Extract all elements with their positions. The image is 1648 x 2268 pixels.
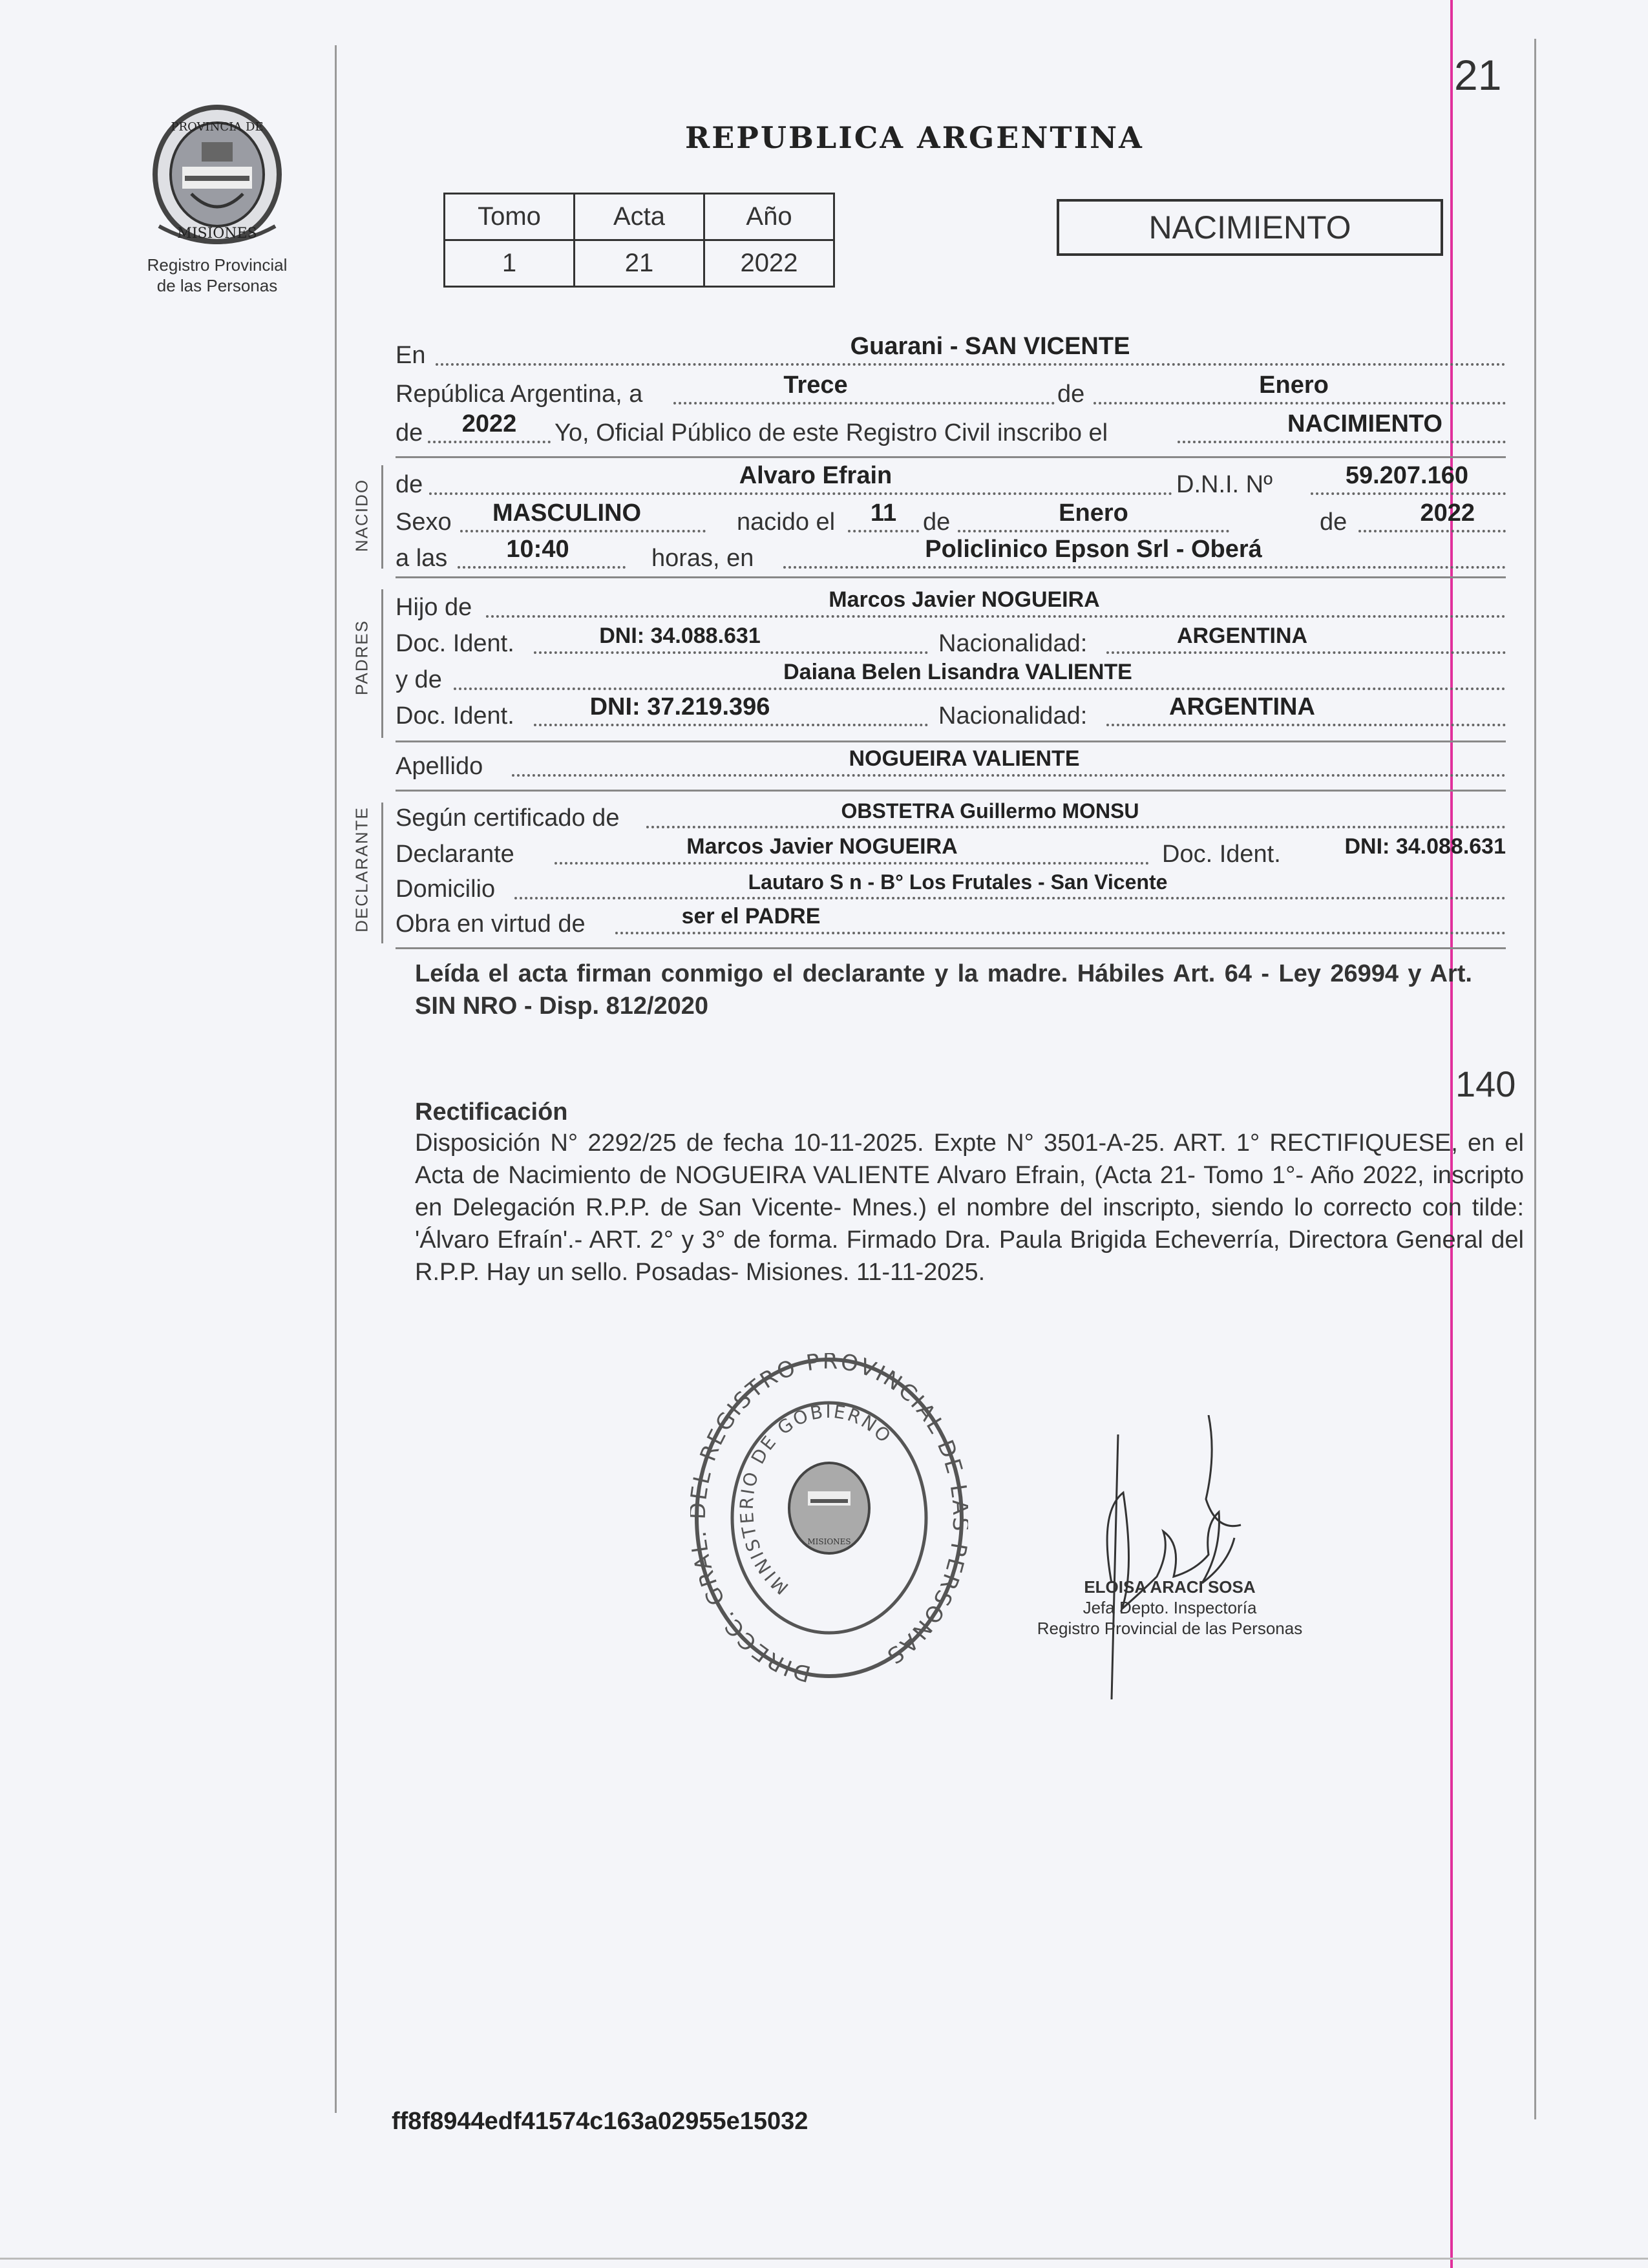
section-bracket-nacido: [381, 465, 383, 569]
dotted-line: [848, 530, 919, 532]
row-virtud: [396, 906, 1506, 938]
value-padre-nac: ARGENTINA: [1176, 624, 1308, 648]
label-obra-en-virtud: Obra en virtud de: [396, 910, 586, 938]
value-dia-letras: Trece: [783, 372, 848, 399]
rectificacion-body: Disposición N° 2292/25 de fecha 10-11-2025. Expte N° 3501-A-25. ART. 1° RECTIFIQUESE, en el Acta de Nacimiento de NOGUEIRA VALIENTE Alvaro Efrain, (Acta 21- Tomo 1°- Año 2022, inscripto en Delegación R.P.P. de San Vicente- Mnes.) el nombre del inscripto, siendo lo correcto con tilde: 'Álvaro Efraín'.- ART. 2° y 3° de forma. Firmado Dra. Paula Brigida Echeverría, Directora General del R.P.P. Hay un sello. Posadas- Misiones. 11-11-2025.: [415, 1129, 1524, 1286]
label-en: En: [396, 342, 426, 369]
dotted-line: [1311, 492, 1506, 495]
row-certificado: [396, 800, 1506, 832]
row-domicilio: [396, 871, 1506, 903]
dotted-line: [514, 897, 1506, 899]
logo-caption: [114, 255, 321, 296]
record-type-box: NACIMIENTO: [1057, 199, 1443, 256]
page-number-top: 21: [1454, 51, 1502, 99]
value-nombre: Alvaro Efrain: [739, 462, 893, 489]
side-label-nacido: NACIDO: [352, 478, 372, 552]
signer-title: Jefa Depto. Inspectoría: [1083, 1598, 1257, 1617]
register-table-header-row: [445, 194, 834, 240]
value-dni: 59.207.160: [1345, 462, 1468, 489]
svg-text:MISIONES: MISIONES: [177, 226, 257, 242]
handwritten-signature: [1073, 1415, 1267, 1706]
label-de-anio: de: [1320, 509, 1347, 536]
row-hora: [396, 536, 1506, 572]
value-hora: 10:40: [506, 536, 569, 563]
label-nacionalidad-2: Nacionalidad:: [938, 702, 1088, 730]
value-anio-nac: 2022: [1420, 499, 1475, 527]
dotted-line: [646, 826, 1506, 828]
value-lugar: Guarani - SAN VICENTE: [850, 333, 1130, 360]
label-de2: de: [396, 419, 423, 446]
label-declarante: Declarante: [396, 841, 514, 868]
dotted-line: [534, 724, 928, 726]
dotted-line: [958, 530, 1229, 532]
label-sexo: Sexo: [396, 509, 452, 536]
misiones-crest-icon: [146, 103, 288, 252]
rectificacion-heading: Rectificación: [415, 1098, 568, 1126]
signature-block: [1008, 1577, 1331, 1639]
row-sexo: [396, 499, 1506, 536]
signer-office: Registro Provincial de las Personas: [1037, 1619, 1303, 1638]
register-header-acta: Acta: [575, 194, 704, 240]
label-a-las: a las: [396, 545, 448, 572]
register-table-value-row: [445, 240, 834, 287]
value-declarante: Marcos Javier NOGUEIRA: [686, 834, 958, 859]
label-doc-ident-2: Doc. Ident.: [396, 702, 514, 730]
value-declarante-doc: DNI: 34.088.631: [1344, 834, 1506, 859]
dotted-line: [673, 402, 1055, 404]
svg-text:MINISTERIO DE GOBIERNO: MINISTERIO DE GOBIERNO: [735, 1400, 896, 1599]
register-table: [443, 193, 835, 288]
bottom-edge-line: [0, 2258, 1648, 2260]
dotted-line: [429, 492, 1172, 495]
label-dni: D.N.I. Nº: [1176, 471, 1273, 498]
value-apellido: NOGUEIRA VALIENTE: [849, 746, 1080, 771]
page-number-mid: 140: [1455, 1064, 1516, 1104]
row-inscripcion: [396, 410, 1506, 447]
label-segun-certificado: Según certificado de: [396, 804, 620, 832]
row-nombre: [396, 462, 1506, 499]
value-virtud: ser el PADRE: [681, 904, 821, 929]
row-declarante: [396, 836, 1506, 868]
row-fecha: [396, 372, 1506, 408]
value-certificado: OBSTETRA Guillermo MONSU: [841, 799, 1139, 823]
label-republica: República Argentina, a: [396, 381, 643, 408]
dotted-line: [486, 615, 1506, 618]
section-separator: [396, 740, 1506, 742]
logo-caption-line2: de las Personas: [156, 276, 278, 295]
register-value-tomo: 1: [445, 240, 575, 287]
label-nacionalidad-1: Nacionalidad:: [938, 630, 1088, 657]
dotted-line: [436, 363, 1506, 366]
value-mes-nac: Enero: [1059, 499, 1128, 527]
dotted-line: [1106, 724, 1506, 726]
label-de: de: [1057, 381, 1085, 408]
dotted-line: [454, 688, 1506, 690]
register-header-tomo: Tomo: [445, 194, 575, 240]
logo-caption-line1: Registro Provincial: [147, 255, 288, 275]
label-horas-en: horas, en: [651, 545, 754, 572]
dotted-line: [555, 862, 1149, 865]
section-separator: [396, 576, 1506, 578]
svg-text:PROVINCIA DE: PROVINCIA DE: [171, 120, 264, 134]
dotted-line: [534, 651, 928, 654]
side-label-declarante: DECLARANTE: [352, 806, 372, 932]
dotted-line: [428, 441, 551, 443]
label-nacido-el: nacido el: [737, 509, 836, 536]
provincial-logo: [146, 103, 288, 252]
value-lugar-nac: Policlinico Epson Srl - Oberá: [925, 536, 1262, 563]
dotted-line: [1358, 530, 1506, 532]
registry-seal-icon: [690, 1353, 968, 1683]
label-doc-ident-declarante: Doc. Ident.: [1162, 841, 1281, 868]
value-dia-nac: 11: [870, 499, 897, 527]
section-separator: [396, 456, 1506, 458]
left-border-line: [335, 45, 337, 2113]
official-stamp: [690, 1353, 968, 1683]
side-label-padres: PADRES: [352, 620, 372, 695]
document-title: REPUBLICA ARGENTINA: [685, 120, 1144, 155]
value-domicilio: Lautaro S n - B° Los Frutales - San Vicente: [748, 870, 1168, 894]
value-anio: 2022: [461, 410, 517, 437]
dotted-line: [512, 774, 1506, 777]
value-sexo: MASCULINO: [492, 499, 642, 527]
document-hash: ff8f8944edf41574c163a02955e15032: [392, 2108, 808, 2135]
signature-mark-icon: [1073, 1415, 1267, 1706]
row-apellido: [396, 748, 1506, 781]
row-padre-doc: [396, 625, 1506, 658]
dotted-line: [460, 530, 706, 532]
value-padre: Marcos Javier NOGUEIRA: [829, 587, 1100, 612]
dotted-line: [1093, 402, 1506, 404]
label-hijo-de: Hijo de: [396, 594, 472, 621]
dotted-line: [1178, 441, 1506, 443]
svg-text:MISIONES: MISIONES: [807, 1537, 851, 1546]
right-border-line: [1534, 39, 1536, 2119]
label-de-mes: de: [923, 509, 951, 536]
label-yo-oficial: Yo, Oficial Público de este Registro Civil inscribo el: [555, 419, 1108, 446]
label-de-nacido: de: [396, 471, 423, 498]
value-madre: Daiana Belen Lisandra VALIENTE: [783, 660, 1132, 684]
register-value-acta: 21: [575, 240, 704, 287]
label-y-de: y de: [396, 666, 442, 693]
value-padre-doc: DNI: 34.088.631: [599, 624, 761, 648]
dotted-line: [458, 566, 626, 569]
row-madre: [396, 662, 1506, 694]
closing-note: Leída el acta firman conmigo el declarante y la madre. Hábiles Art. 64 - Ley 26994 y Art. SIN NRO - Disp. 812/2020: [415, 960, 1472, 1020]
section-separator: [396, 790, 1506, 792]
value-mes: Enero: [1259, 372, 1329, 399]
row-lugar: [396, 333, 1506, 370]
row-padre: [396, 589, 1506, 622]
value-madre-nac: ARGENTINA: [1169, 693, 1315, 720]
label-apellido: Apellido: [396, 753, 483, 780]
section-separator: [396, 947, 1506, 949]
value-tipo-inscripcion: NACIMIENTO: [1287, 410, 1442, 437]
row-madre-doc: [396, 693, 1506, 730]
signer-name: ELOISA ARACI SOSA: [1084, 1577, 1256, 1597]
svg-text:DIRECC. GRAL. DEL REGISTRO PRO: DIRECC. GRA L REGISTRO PROVINCIAL DE ERSONAS: [690, 1353, 968, 1683]
dotted-line: [1106, 651, 1506, 654]
dotted-line: [615, 932, 1506, 934]
value-madre-doc: DNI: 37.219.396: [589, 693, 770, 720]
dotted-line: [783, 566, 1506, 569]
label-doc-ident-1: Doc. Ident.: [396, 630, 514, 657]
section-bracket-padres: [381, 589, 383, 738]
label-domicilio: Domicilio: [396, 876, 496, 903]
register-header-anio: Año: [704, 194, 834, 240]
section-bracket-declarante: [381, 803, 383, 943]
register-value-anio: 2022: [704, 240, 834, 287]
